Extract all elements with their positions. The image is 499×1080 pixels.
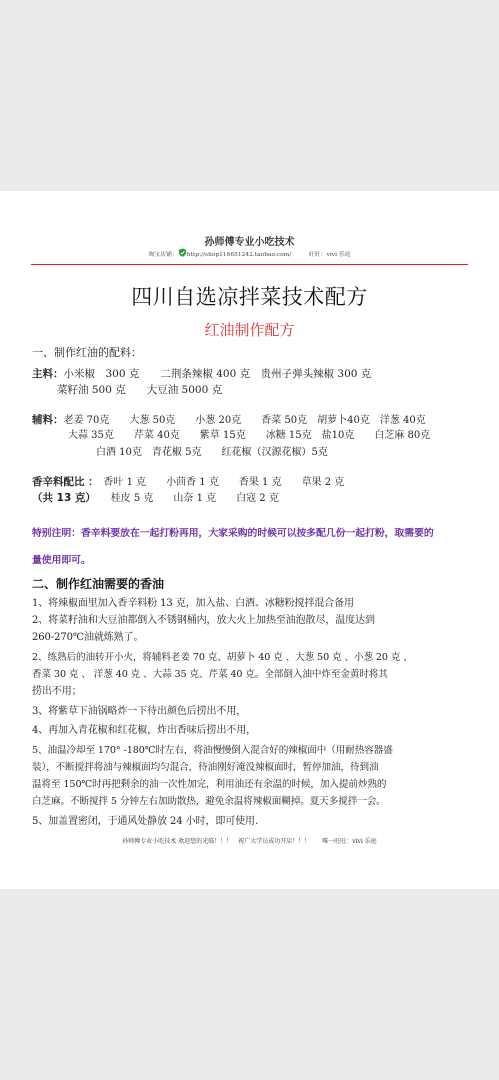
step-line: 2、练熟后的油转开小火，将辅料老姜 70 克、胡萝卜 40 克 、大葱 50 克 、小葱 20 克 、: [32, 652, 413, 663]
header-contact: [0, 248, 499, 258]
step-line: 温将至 150℃时再把剩余的油一次性加完，利用油还有余温的时候，加入提前炒熟的: [32, 779, 387, 790]
section-1-heading: 一、制作红油的配料：: [32, 346, 142, 359]
spice-line-2: [32, 491, 279, 506]
step-line: 260-270℃油就炼熟了。: [32, 632, 144, 643]
special-note-line-1: 特别注明：香辛料要放在一起打粉再用，大家采购的时候可以按多配几份一起打粉，取需要的: [32, 528, 434, 539]
aux-ingredients-text: 老姜 70克 大葱 50克 小葱 20克 香菜 50克 胡萝卜40克 洋葱 40克: [63, 415, 426, 426]
shop-url-link[interactable]: http://shop116651242.taobao.com/: [186, 252, 292, 258]
step-line: 白芝麻。不断搅拌 5 分钟左右加助散热，避免余温将辣椒面糊掉。夏天多搅拌一会。: [32, 796, 386, 807]
aux-ingredients-line-3: 白酒 10克 青花椒 5克 红花椒（汉源花椒）5克: [96, 447, 328, 458]
step-line: 1、将辣椒面里加入香辛料粉 13 克，加入盐、白酒、冰糖粉搅拌混合备用: [32, 598, 354, 609]
step-line: 香菜 30 克 、 洋葱 40 克 、大蒜 35 克、芹菜 40 克。全部倒入油中炸至金黄时将其: [32, 669, 388, 680]
page-footer: 孙师傅专业小吃技术 欢迎您的光临！！！ 祝广大学员成功开店！！！ 唯一旺旺：vivi 乐庭: [122, 838, 377, 845]
header-brand: 孙师傅专业小吃技术: [204, 237, 295, 248]
shop-label: 淘宝店铺：: [148, 252, 178, 258]
main-ingredients-line-1: [32, 367, 371, 381]
shield-check-icon: [178, 248, 187, 257]
document-subtitle: 红油制作配方: [204, 321, 295, 339]
spice-label: 香辛料配比 ：: [32, 476, 94, 488]
spice-text-2: 桂皮 5 克 山奈 1 克 白寇 2 克: [110, 493, 279, 504]
step-line: 捞出不用；: [32, 686, 82, 697]
spice-line-1: [32, 475, 344, 490]
aux-ingredients-label: 辅料：: [32, 414, 64, 426]
section-2-heading: 二、制作红油需要的香油: [32, 577, 165, 591]
header-divider: [31, 264, 468, 265]
main-ingredients-label: 主料：: [32, 368, 64, 380]
step-line: 3、将紫草下油锅略炸一下待出颜色后捞出不用，: [32, 706, 247, 717]
spice-text-1: 香叶 1 克 小茴香 1 克 香果 1 克 草果 2 克: [103, 477, 345, 488]
aux-ingredients-line-2: 大蒜 35克 芹菜 40克 紫草 15克 冰糖 15克 盐10克 白芝麻 80克: [68, 430, 431, 441]
main-ingredients-line-2: 菜籽油 500 克 大豆油 5000 克: [57, 384, 223, 396]
step-line: 2、将菜籽油和大豆油都倒入不锈钢桶内，放大火上加热至油泡散尽，温度达到: [32, 615, 375, 626]
document-page: [0, 191, 499, 889]
spice-total: （共 13 克）: [32, 492, 91, 504]
document-title: 四川自选凉拌菜技术配方: [131, 285, 368, 309]
aux-ingredients-line-1: [32, 413, 426, 428]
main-ingredients-text: 小米椒 300 克 二荆条辣椒 400 克 贵州子弹头辣椒 300 克: [63, 368, 372, 380]
step-line: 装），不断搅拌将油与辣椒面均匀混合，待油刚好淹没辣椒面时，暂停加油，待到油: [32, 762, 379, 773]
step-line: 5、加盖置密闭，于通风处静放 24 小时，即可使用.: [32, 816, 259, 827]
step-line: 4、再加入青花椒和红花椒，炸出香味后捞出不用，: [32, 725, 257, 736]
special-note-line-2: 量使用即可。: [32, 555, 91, 566]
wangwang-contact: 旺旺：vivi 乐庭: [308, 252, 351, 258]
step-line: 5、油温冷却至 170° -180℃时左右，将油慢慢倒入混合好的辣椒面中（用耐热容器盛: [32, 745, 393, 756]
